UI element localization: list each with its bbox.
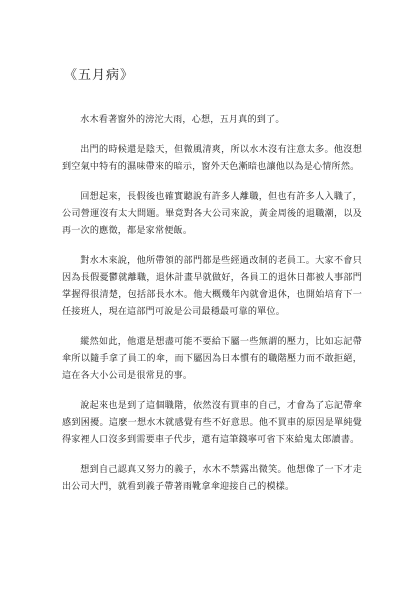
paragraph: 出門的時候還是陰天，但微風清爽，所以水木沒有注意太多。他沒想到空氣中特有的濕味帶來的暗示，窗外天色漸暗也讓他以為是心情所然。 — [62, 145, 362, 172]
paragraph: 對水木來說，他所帶領的部門都是些經過改制的老員工。大家不會只因為長假憂鬱就離職，退休計畫早就做好，各員工的退休日都被人事部門掌握得很清楚，包括部長水木。他大概幾年內就會退休，也開始培育下一任接班人，現在這部門可說是公司最穩最可靠的單位。 — [62, 256, 362, 317]
paragraph: 回想起來，長假後也確實聽說有許多人離職，但也有許多人入職了，公司營運沒有太大問題。畢竟對各大公司來說，黃金周後的退職潮，以及再一次的應徵，都是家常便飯。 — [62, 192, 362, 236]
document-body — [62, 112, 362, 509]
document-title: 《五月病》 — [64, 68, 135, 83]
paragraph: 說起來也是到了這個職階，依然沒有買車的自己，才會為了忘記帶傘感到困擾。這麼一想水木就感覺有些不好意思。他不買車的原因是單純覺得家裡人口沒多到需要車子代步，還有這筆錢寧可省下來給鬼太郎讀書。 — [62, 401, 362, 445]
paragraph: 水木看著窗外的滂沱大雨，心想，五月真的到了。 — [80, 115, 285, 125]
paragraph: 想到自己認真又努力的義子，水木不禁露出微笑。他想像了一下才走出公司大門，就看到義子帶著雨靴拿傘迎接自己的模樣。 — [62, 465, 362, 492]
paragraph: 縱然如此，他還是想盡可能不要給下屬一些無謂的壓力，比如忘記帶傘所以隨手拿了員工的傘，而下屬因為日本慣有的職階壓力而不敢拒絕，這在各大小公司是很常見的事。 — [62, 337, 362, 381]
